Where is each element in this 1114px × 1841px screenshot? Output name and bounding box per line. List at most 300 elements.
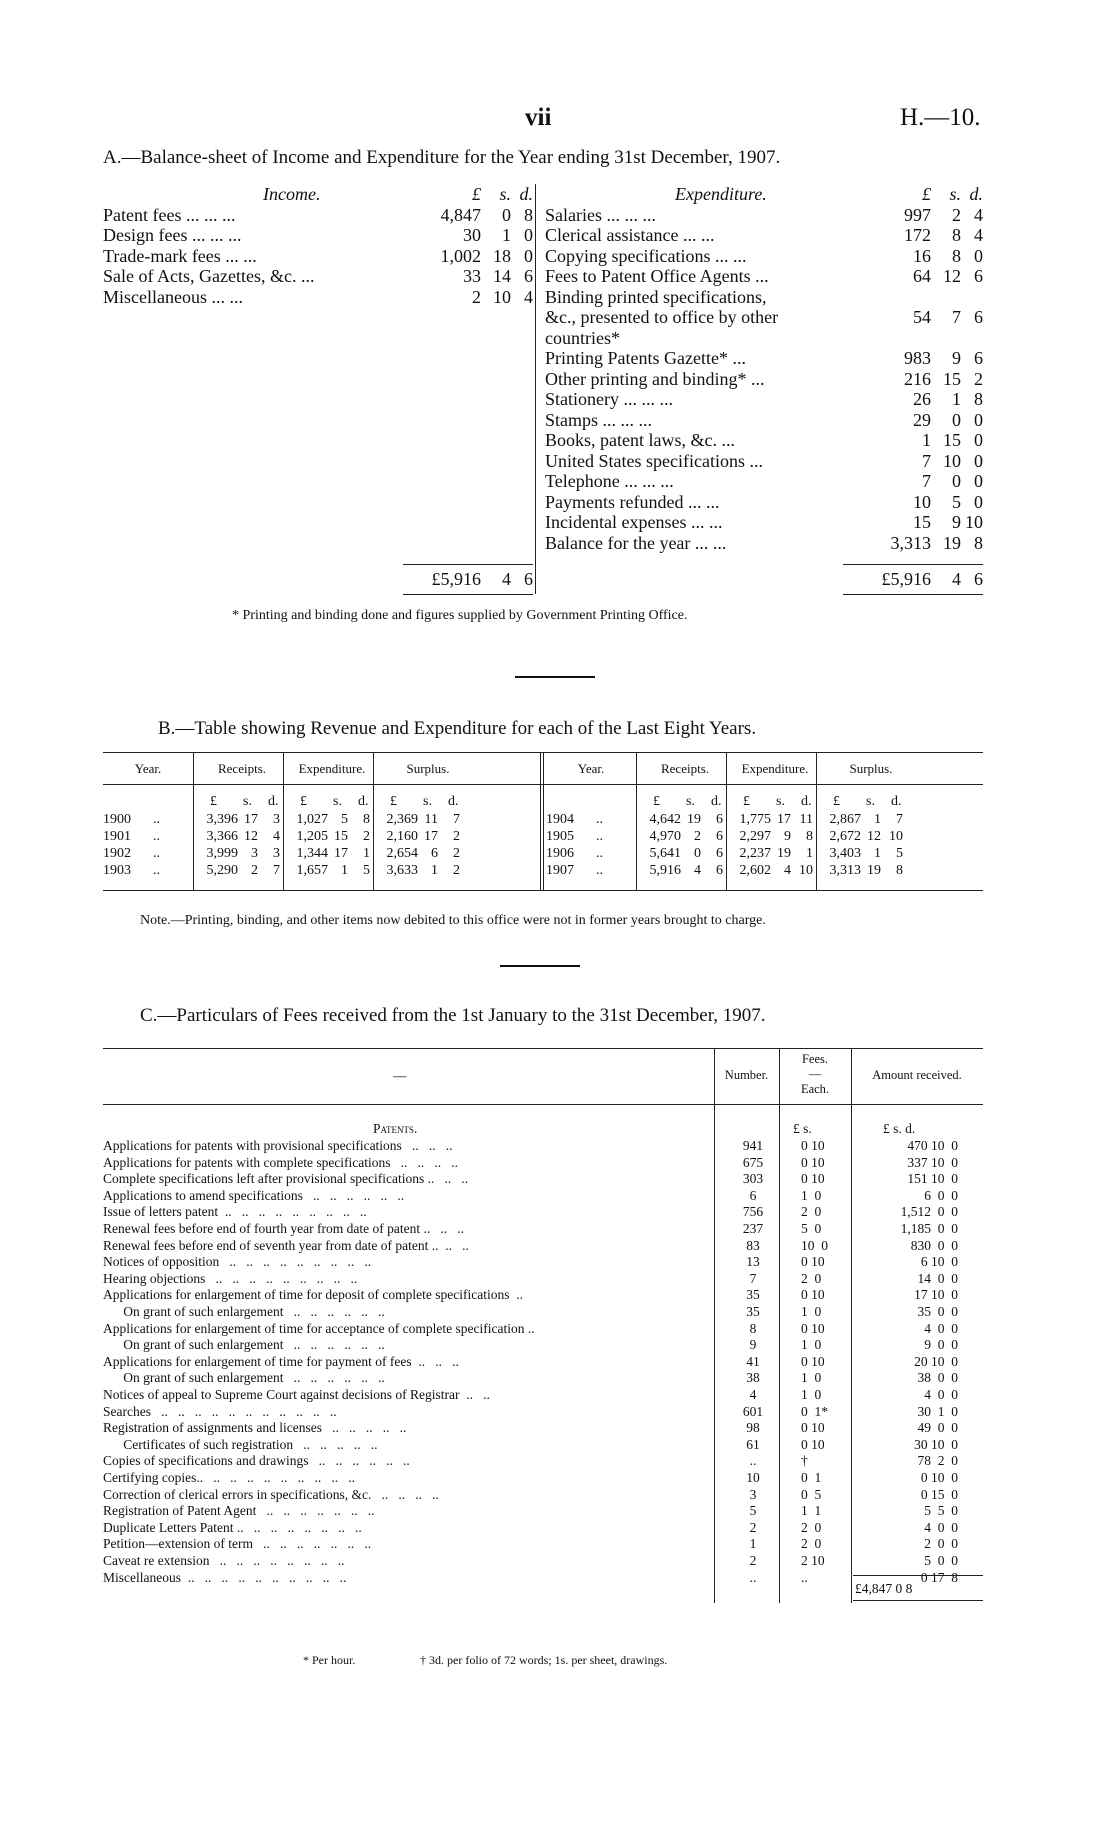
fee-description: Hearing objections .. .. .. .. .. .. .. .. ..: [103, 1270, 358, 1286]
expenditure-label: Payments refunded ... ...: [545, 491, 720, 512]
fee-amount: 4 0 0: [924, 1519, 958, 1535]
expenditure-label: Fees to Patent Office Agents ...: [545, 266, 769, 286]
b-cur-l: £: [300, 794, 307, 809]
b-pence: 6: [716, 829, 723, 844]
b-dots: ..: [153, 812, 160, 827]
b-pence: 4: [273, 829, 280, 844]
b-pence: 10: [889, 829, 903, 844]
fee-each: 2 0: [801, 1204, 822, 1220]
b-shillings: 0: [694, 846, 701, 861]
b-pounds: 2,237: [739, 846, 771, 861]
b-cur-l: £: [743, 794, 750, 809]
section-b-note: Note.—Printing, binding, and other items now debited to this office were not in former years brought to charge.: [140, 913, 766, 928]
fee-row: [103, 1420, 983, 1437]
head-fees: Fees. — Each.: [800, 1052, 830, 1096]
b-cur-s: s.: [866, 794, 875, 809]
b-shillings: 19: [687, 812, 701, 827]
fee-number: 98: [746, 1420, 760, 1436]
fees-footnote-1: * Per hour.: [303, 1653, 356, 1667]
fee-row: [103, 1437, 983, 1454]
expenditure-row: [545, 246, 983, 267]
fee-each: 0 10: [801, 1420, 825, 1436]
fee-amount: 17 10 0: [914, 1287, 958, 1303]
fee-each: 0 1*: [801, 1403, 828, 1419]
b-shillings: 2: [694, 829, 701, 844]
section-b-title: B.—Table showing Revenue and Expenditure for each of the Last Eight Years.: [158, 718, 757, 739]
income-label: Patent fees ... ... ...: [103, 204, 236, 225]
fee-description: Registration of assignments and licenses .. .. .. .. ..: [103, 1420, 407, 1436]
b-pence: 5: [896, 846, 903, 861]
fee-row: [103, 1188, 983, 1205]
b-year: 1905: [546, 829, 574, 844]
fee-amount: 1,512 0 0: [900, 1204, 958, 1220]
fee-amount: 151 10 0: [907, 1171, 958, 1187]
fee-number: 8: [749, 1320, 757, 1336]
b-shillings: 17: [777, 812, 791, 827]
b-pence: 7: [453, 812, 460, 827]
b-cur-s: s.: [776, 794, 785, 809]
fee-number: 1: [749, 1536, 757, 1552]
expenditure-amount: 997 2 4: [904, 204, 983, 225]
b-pounds: 5,290: [206, 863, 238, 878]
fee-amount: 38 0 0: [917, 1370, 958, 1386]
expenditure-label: Stamps ... ... ...: [545, 409, 653, 430]
fee-amount: 1,185 0 0: [900, 1221, 958, 1236]
expenditure-row: [545, 369, 983, 390]
fee-each: 0 10: [801, 1154, 825, 1170]
fee-number: 13: [746, 1254, 760, 1270]
fee-each: †: [801, 1453, 808, 1469]
fee-number: 41: [746, 1353, 760, 1369]
patents-subheading: Patents.: [373, 1121, 418, 1136]
expenditure-row: [545, 410, 983, 431]
fee-description: Applications for patents with provisional specifications .. .. ..: [103, 1138, 453, 1153]
b-cur-d: d.: [711, 794, 722, 809]
fee-description: Applications for enlargement of time for deposit of complete specifications ..: [103, 1287, 524, 1303]
b-cur-s: s.: [423, 794, 432, 809]
b-header: Year.: [134, 761, 162, 776]
expenditure-label: Stationery ... ... ...: [545, 389, 673, 409]
b-pence: 6: [716, 812, 723, 827]
fee-currency-head: £ s.: [793, 1121, 812, 1136]
income-amount: 4,847 0 8: [440, 204, 533, 225]
fee-row: [103, 1520, 983, 1537]
b-pounds: 3,366: [206, 829, 238, 844]
b-pounds: 3,633: [386, 863, 418, 878]
expenditure-amount: 983 9 6: [904, 348, 983, 368]
b-pence: 8: [896, 863, 903, 878]
b-shillings: 9: [784, 829, 791, 844]
fee-amount: 6 10 0: [920, 1254, 958, 1270]
fee-description: Renewal fees before end of fourth year from date of patent .. .. ..: [103, 1221, 464, 1236]
b-pence: 10: [799, 863, 813, 878]
b-year: 1903: [103, 863, 131, 878]
fee-each: 2 0: [801, 1536, 822, 1552]
fee-each: 0 10: [801, 1138, 825, 1153]
fee-row: [103, 1287, 983, 1304]
b-cur-d: d.: [448, 794, 459, 809]
expenditure-row: [545, 389, 983, 410]
b-year: 1900: [103, 812, 131, 827]
b-pounds: 5,641: [649, 846, 681, 861]
b-dots: ..: [596, 829, 603, 844]
b-shillings: 19: [867, 863, 881, 878]
b-pounds: 2,602: [739, 863, 771, 878]
fee-amount: 5 5 0: [924, 1503, 958, 1519]
income-label: Design fees ... ... ...: [103, 225, 242, 245]
fee-amount: 4 0 0: [924, 1387, 958, 1402]
fee-row: [103, 1453, 983, 1470]
fee-description: Registration of Patent Agent .. .. .. .. .. .. ..: [103, 1503, 375, 1519]
b-pounds: 4,642: [649, 812, 681, 827]
fee-each: 0 10: [801, 1287, 825, 1303]
fee-row: [103, 1304, 983, 1321]
b-shillings: 1: [874, 812, 881, 827]
expenditure-row: [545, 328, 983, 349]
expenditure-label: Other printing and binding* ...: [545, 368, 765, 389]
b-dots: ..: [153, 846, 160, 861]
fee-row: [103, 1553, 983, 1570]
b-year: 1906: [546, 846, 574, 861]
expenditure-amount: 26 1 8: [913, 389, 983, 409]
fee-number: 675: [742, 1154, 764, 1170]
fee-amount: 0 15 0: [920, 1486, 958, 1502]
fee-amount: 0 10 0: [920, 1470, 958, 1485]
fees-footnote-2: † 3d. per folio of 72 words; 1s. per sheet, drawings.: [420, 1653, 668, 1667]
income-label: Sale of Acts, Gazettes, &c. ...: [103, 266, 315, 286]
fee-number: ..: [749, 1569, 757, 1585]
fee-amount: 470 10 0: [907, 1138, 958, 1153]
fee-number: 61: [746, 1436, 760, 1452]
b-cur-s: s.: [333, 794, 342, 809]
income-label: Trade-mark fees ... ...: [103, 245, 257, 266]
expenditure-row: [545, 307, 983, 328]
b-cur-l: £: [210, 794, 217, 809]
b-pounds: 2,672: [829, 829, 861, 844]
fee-row: [103, 1204, 983, 1221]
b-dots: ..: [596, 812, 603, 827]
b-pence: 2: [453, 863, 460, 878]
expenditure-amount: 1 15 0: [922, 430, 983, 450]
income-label: Miscellaneous ... ...: [103, 286, 243, 307]
fee-row: [103, 1387, 983, 1404]
b-pounds: 3,396: [206, 812, 238, 827]
expenditure-label: &c., presented to office by other: [545, 307, 779, 327]
currency-head: £ s. d.: [472, 184, 533, 204]
fee-number: 756: [742, 1204, 764, 1220]
b-pounds: 5,916: [649, 863, 681, 878]
b-shillings: 17: [244, 812, 258, 827]
fee-each: 1 0: [801, 1187, 822, 1203]
page-number: vii: [525, 104, 552, 131]
b-pounds: 3,403: [829, 846, 861, 861]
b-pence: 2: [453, 829, 460, 844]
b-dots: ..: [596, 863, 603, 878]
fee-number: 5: [749, 1503, 757, 1519]
fee-description: On grant of such enlargement .. .. .. .. .. ..: [103, 1304, 385, 1319]
expenditure-label: countries*: [545, 327, 620, 348]
b-pounds: 1,344: [296, 846, 328, 861]
b-pounds: 2,160: [386, 829, 418, 844]
fee-number: 2: [749, 1553, 757, 1568]
income-amount: 2 10 4: [472, 286, 533, 307]
fee-number: 2: [749, 1519, 757, 1535]
fee-number: 10: [746, 1470, 760, 1485]
fee-row: [103, 1337, 983, 1354]
fee-description: Renewal fees before end of seventh year from date of patent .. .. ..: [103, 1237, 469, 1253]
expenditure-row: [545, 348, 983, 369]
fee-each: 0 1: [801, 1470, 822, 1485]
b-pence: 2: [453, 846, 460, 861]
fee-description: Caveat re extension .. .. .. .. .. .. .. ..: [103, 1553, 345, 1568]
b-year: 1904: [546, 812, 574, 827]
expenditure-row: [545, 512, 983, 533]
fee-row: [103, 1503, 983, 1520]
b-pence: 8: [363, 812, 370, 827]
fee-number: 6: [749, 1187, 757, 1203]
b-year: 1902: [103, 846, 131, 861]
fee-number: 303: [742, 1171, 764, 1187]
fee-description: On grant of such enlargement .. .. .. .. .. ..: [103, 1337, 385, 1353]
b-pounds: 2,867: [829, 812, 861, 827]
b-year: 1907: [546, 863, 574, 878]
b-shillings: 1: [874, 846, 881, 861]
income-amount: 33 14 6: [463, 266, 533, 286]
fee-number: 38: [746, 1370, 760, 1386]
fee-amount: 9 0 0: [924, 1337, 958, 1353]
b-dots: ..: [153, 829, 160, 844]
fee-description: Copies of specifications and drawings .. .. .. .. .. ..: [103, 1453, 410, 1469]
fee-description: Applications for enlargement of time for payment of fees .. .. ..: [103, 1353, 459, 1369]
expenditure-label: Balance for the year ... ...: [545, 532, 727, 553]
expenditure-column: [545, 184, 983, 553]
b-pence: 3: [273, 812, 280, 827]
b-cur-d: d.: [891, 794, 902, 809]
b-shillings: 4: [784, 863, 791, 878]
head-number: Number.: [724, 1068, 769, 1082]
fee-number: 83: [746, 1237, 760, 1253]
fee-row: [103, 1155, 983, 1172]
expenditure-row: [545, 225, 983, 246]
separator: [515, 676, 595, 678]
fee-amount: 78 2 0: [917, 1453, 958, 1469]
expenditure-amount: 16 8 0: [913, 245, 983, 266]
fee-number: ..: [749, 1453, 757, 1469]
expenditure-row: [545, 266, 983, 287]
fee-description: Miscellaneous .. .. .. .. .. .. .. .. .. ..: [103, 1569, 347, 1585]
revenue-expenditure-table: [103, 752, 983, 902]
fee-amount: 20 10 0: [914, 1353, 958, 1369]
fee-description: Duplicate Letters Patent .. .. .. .. .. .. .. ..: [103, 1519, 362, 1535]
fee-description: Petition—extension of term .. .. .. .. .. .. ..: [103, 1536, 372, 1552]
fee-each: ..: [801, 1569, 808, 1585]
b-cur-d: d.: [268, 794, 279, 809]
b-header: Surplus.: [849, 761, 893, 776]
expenditure-label: Copying specifications ... ...: [545, 245, 747, 266]
expenditure-row: [545, 430, 983, 451]
b-pounds: 1,027: [296, 812, 328, 827]
fee-amount: 49 0 0: [917, 1420, 958, 1436]
b-shillings: 17: [334, 846, 348, 861]
fee-description: Correction of clerical errors in specifications, &c. .. .. .. ..: [103, 1486, 439, 1502]
b-header: Year.: [577, 761, 605, 776]
expenditure-heading: Expenditure.: [675, 184, 767, 204]
separator: [500, 965, 580, 967]
fee-description: On grant of such enlargement .. .. .. .. .. ..: [103, 1370, 385, 1386]
income-total: £5,916 4 6: [431, 569, 533, 589]
fee-each: 10 0: [801, 1237, 828, 1253]
b-pounds: 3,999: [206, 846, 238, 861]
income-column: [103, 184, 533, 307]
fee-row: [103, 1536, 983, 1553]
income-row: [103, 246, 533, 267]
expenditure-amount: [871, 328, 983, 349]
fee-each: 0 10: [801, 1353, 825, 1369]
fee-each: 1 0: [801, 1370, 822, 1386]
income-row: [103, 287, 533, 308]
fee-each: 0 10: [801, 1254, 825, 1270]
b-shillings: 4: [694, 863, 701, 878]
b-pence: 5: [363, 863, 370, 878]
fee-each: 0 10: [801, 1320, 825, 1336]
fee-each: 1 0: [801, 1387, 822, 1402]
fee-row: [103, 1470, 983, 1487]
fees-total: £4,847 0 8: [855, 1581, 913, 1596]
b-pounds: 2,369: [386, 812, 418, 827]
b-shillings: 5: [341, 812, 348, 827]
fee-number: 601: [742, 1403, 764, 1419]
b-shillings: 11: [424, 812, 438, 827]
b-cur-d: d.: [358, 794, 369, 809]
expenditure-row: [545, 471, 983, 492]
expenditure-amount: [871, 287, 983, 308]
fee-each: 0 10: [801, 1171, 825, 1187]
fee-amount: 830 0 0: [910, 1237, 958, 1253]
fee-each: 1 0: [801, 1304, 822, 1319]
fee-number: 3: [749, 1486, 757, 1502]
fee-row: [103, 1370, 983, 1387]
fee-number: 35: [746, 1304, 760, 1319]
b-pence: 2: [363, 829, 370, 844]
expenditure-amount: 172 8 4: [904, 225, 983, 245]
fee-row: [103, 1271, 983, 1288]
expenditure-label: Clerical assistance ... ...: [545, 225, 715, 245]
fee-amount: 30 1 0: [917, 1403, 958, 1419]
b-shillings: 2: [251, 863, 258, 878]
b-header: Receipts.: [660, 761, 709, 776]
fee-description: Applications for patents with complete specifications .. .. .. ..: [103, 1154, 459, 1170]
b-pence: 11: [799, 812, 813, 827]
income-amount: 1,002 18 0: [440, 245, 533, 266]
b-shillings: 17: [424, 829, 438, 844]
income-row: [103, 225, 533, 246]
expenditure-label: Incidental expenses ... ...: [545, 512, 723, 532]
b-shillings: 12: [244, 829, 258, 844]
fee-row: [103, 1138, 983, 1155]
fee-amount: 14 0 0: [917, 1270, 958, 1286]
expenditure-total: £5,916 4 6: [881, 569, 983, 589]
b-header: Surplus.: [406, 761, 450, 776]
b-header: Expenditure.: [298, 761, 366, 776]
fees-table: [103, 1048, 983, 1603]
fee-number: 237: [742, 1221, 764, 1236]
fee-amount: 2 0 0: [924, 1536, 958, 1552]
fee-row: [103, 1238, 983, 1255]
fee-row: [103, 1570, 983, 1587]
b-header: Receipts.: [217, 761, 266, 776]
fee-each: 1 0: [801, 1337, 822, 1353]
expenditure-label: Books, patent laws, &c. ...: [545, 430, 735, 450]
b-pounds: 2,654: [386, 846, 418, 861]
expenditure-amount: 15 9 10: [913, 512, 983, 532]
b-dots: ..: [153, 863, 160, 878]
fee-description: Applications to amend specifications .. .. .. .. .. ..: [103, 1187, 405, 1203]
fee-each: 2 0: [801, 1519, 822, 1535]
b-shillings: 19: [777, 846, 791, 861]
fee-description: Applications for enlargement of time for acceptance of complete specification ..: [103, 1320, 535, 1336]
b-pence: 6: [716, 846, 723, 861]
fee-description: Notices of appeal to Supreme Court against decisions of Registrar .. ..: [103, 1387, 490, 1402]
fee-each: 2 10: [801, 1553, 825, 1568]
b-cur-l: £: [653, 794, 660, 809]
fee-number: 35: [746, 1287, 760, 1303]
b-cur-s: s.: [686, 794, 695, 809]
b-pence: 8: [806, 829, 813, 844]
fee-number: 941: [742, 1138, 764, 1153]
income-row: [103, 266, 533, 287]
fee-each: 2 0: [801, 1270, 822, 1286]
b-pence: 3: [273, 846, 280, 861]
expenditure-row: [545, 533, 983, 554]
b-pounds: 1,657: [296, 863, 328, 878]
income-amount: 30 1 0: [463, 225, 533, 245]
fee-description: Complete specifications left after provisional specifications .. .. ..: [103, 1171, 469, 1187]
b-cur-s: s.: [243, 794, 252, 809]
fee-row: [103, 1254, 983, 1271]
fee-row: [103, 1321, 983, 1338]
b-shillings: 12: [867, 829, 881, 844]
fee-each: 1 1: [801, 1503, 822, 1519]
expenditure-amount: 10 5 0: [913, 491, 983, 512]
fee-description: Issue of letters patent .. .. .. .. .. .. .. .. ..: [103, 1204, 367, 1220]
b-dots: ..: [596, 846, 603, 861]
fee-each: 0 10: [801, 1436, 825, 1452]
expenditure-label: Salaries ... ... ...: [545, 204, 656, 225]
b-pence: 7: [273, 863, 280, 878]
expenditure-amount: 7 10 0: [922, 450, 983, 471]
b-shillings: 3: [251, 846, 258, 861]
b-shillings: 1: [341, 863, 348, 878]
fee-description: Certifying copies.. .. .. .. .. .. .. .. .. ..: [103, 1470, 355, 1485]
fee-amount: 5 0 0: [924, 1553, 958, 1568]
section-c-title: C.—Particulars of Fees received from the 1st January to the 31st December, 1907.: [140, 1005, 766, 1026]
expenditure-amount: 54 7 6: [913, 307, 983, 327]
expenditure-label: Printing Patents Gazette* ...: [545, 348, 746, 368]
fee-amount: 337 10 0: [907, 1154, 958, 1170]
currency-head: £ s. d.: [922, 184, 983, 204]
document-code: H.—10.: [900, 104, 981, 131]
b-shillings: 15: [334, 829, 348, 844]
expenditure-label: United States specifications ...: [545, 450, 763, 471]
fee-row: [103, 1354, 983, 1371]
expenditure-row: [545, 492, 983, 513]
b-pounds: 2,297: [739, 829, 771, 844]
fee-description: Certificates of such registration .. .. .. .. ..: [103, 1436, 378, 1452]
expenditure-amount: 3,313 19 8: [890, 532, 983, 553]
income-heading: Income.: [263, 184, 321, 204]
b-pence: 7: [896, 812, 903, 827]
b-cur-l: £: [390, 794, 397, 809]
